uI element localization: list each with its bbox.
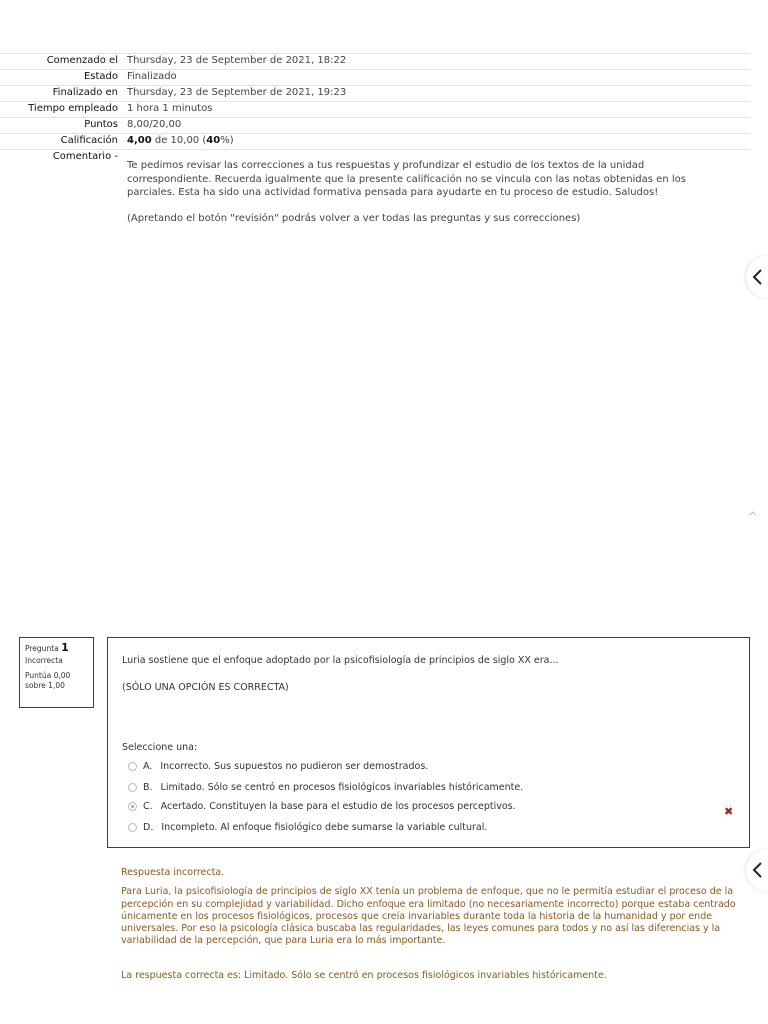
summary-row-started xyxy=(0,54,750,70)
comment-paragraph: Te pedimos revisar las correcciones a tus respuestas y profundizar el estudio de los textos de la unidad correspondiente. Recuerda igualmente que la presente calificación no se vincula con las notas obtenidas en los parciales. Esta ha sido una actividad formativa pensada para ayudarte en tu proceso de estudio. Saludos! xyxy=(127,160,686,198)
chevron-left-icon xyxy=(751,861,763,879)
radio-button-selected[interactable] xyxy=(128,802,137,811)
grade-score: 4,00 xyxy=(127,135,152,146)
option-letter: A. xyxy=(143,760,153,772)
radio-button[interactable] xyxy=(128,783,137,792)
question-info xyxy=(19,637,94,708)
summary-row-points xyxy=(0,118,750,134)
answer-option-d[interactable] xyxy=(128,820,487,834)
summary-value: 8,00/20,00 xyxy=(127,119,182,130)
chevron-left-icon xyxy=(751,268,763,286)
summary-value: Thursday, 23 de September de 2021, 18:22 xyxy=(127,55,347,66)
option-letter: D. xyxy=(143,821,154,833)
summary-value: Thursday, 23 de September de 2021, 19:23 xyxy=(127,87,347,98)
feedback-right-answer: La respuesta correcta es: Limitado. Sólo se centró en procesos fisiológicos invariables históricamente. xyxy=(121,969,607,981)
radio-button[interactable] xyxy=(128,823,137,832)
question-text: Luria sostiene que el enfoque adoptado por la psicofisiología de principios de siglo XX era... xyxy=(122,655,559,666)
question-number: 1 xyxy=(61,641,69,654)
summary-row-state xyxy=(0,70,750,86)
option-letter: C. xyxy=(143,800,153,812)
summary-label: Comenzado el xyxy=(46,55,118,66)
summary-label: Comentario - xyxy=(52,151,118,162)
summary-label: Estado xyxy=(83,71,118,82)
question-feedback xyxy=(121,867,736,982)
drawer-toggle-button[interactable] xyxy=(746,256,768,298)
summary-value xyxy=(123,134,750,150)
question-label: Pregunta xyxy=(25,644,59,653)
cross-icon: ✖ xyxy=(724,805,734,818)
summary-label: Tiempo empleado xyxy=(28,103,118,114)
grade-percent: 40 xyxy=(206,135,221,146)
summary-value: Finalizado xyxy=(127,71,177,82)
summary-row-finished xyxy=(0,86,750,102)
comment-paragraph: (Apretando el botón "revisión" podrás volver a ver todas las preguntas y sus correcciones) xyxy=(127,212,581,224)
option-text: Limitado. Sólo se centró en procesos fisiológicos invariables históricamente. xyxy=(160,781,524,793)
summary-label: Finalizado en xyxy=(52,87,118,98)
quiz-review-summary xyxy=(0,53,750,226)
answer-option-a[interactable] xyxy=(128,759,428,773)
drawer-toggle-button[interactable] xyxy=(746,849,768,891)
question-content xyxy=(107,637,750,848)
option-text: Incompleto. Al enfoque fisiológico debe sumarse la variable cultural. xyxy=(161,821,488,833)
caret-up-icon[interactable] xyxy=(748,509,758,517)
summary-row-comment xyxy=(0,150,750,227)
summary-label: Calificación xyxy=(60,135,118,146)
option-text: Incorrecto. Sus supuestos no pudieron ser demostrados. xyxy=(160,760,429,772)
summary-value xyxy=(123,150,750,227)
answer-option-c[interactable] xyxy=(128,799,516,813)
question-grade: Puntúa 0,00 sobre 1,00 xyxy=(25,671,71,690)
question-state: Incorrecta xyxy=(25,656,63,665)
question-note: (SÓLO UNA OPCIÓN ES CORRECTA) xyxy=(122,682,289,693)
answer-option-b[interactable] xyxy=(128,780,523,794)
summary-row-time-taken xyxy=(0,102,750,118)
summary-label: Puntos xyxy=(84,119,118,130)
feedback-general: Para Luria, la psicofisiología de principios de siglo XX tenía un problema de enfoque, que no le permitía estudiar el proceso de la percepción en su complejidad y variabilidad. Dicho enfoque era limitado (no necesariamente incorrecto) porque estaba centrado únicamente en los procesos fisiológicos, procesos que creía invariables durante toda la historia de la humanidad y por ende universales. Por eso la psicología clásica buscaba las regularidades, las leyes comunes para todos y no así las diferencias y la variabilidad de la percepción, que para Luria era lo más importante. xyxy=(121,886,736,947)
grade-end: %) xyxy=(220,135,234,146)
feedback-result: Respuesta incorrecta. xyxy=(121,867,225,878)
answer-prompt: Seleccione una: xyxy=(122,742,198,753)
summary-row-grade xyxy=(0,134,750,150)
summary-value: 1 hora 1 minutos xyxy=(127,103,213,114)
option-letter: B. xyxy=(143,781,153,793)
grade-mid: de 10,00 ( xyxy=(151,135,207,146)
option-text: Acertado. Constituyen la base para el estudio de los procesos perceptivos. xyxy=(160,800,516,812)
radio-button[interactable] xyxy=(128,762,137,771)
